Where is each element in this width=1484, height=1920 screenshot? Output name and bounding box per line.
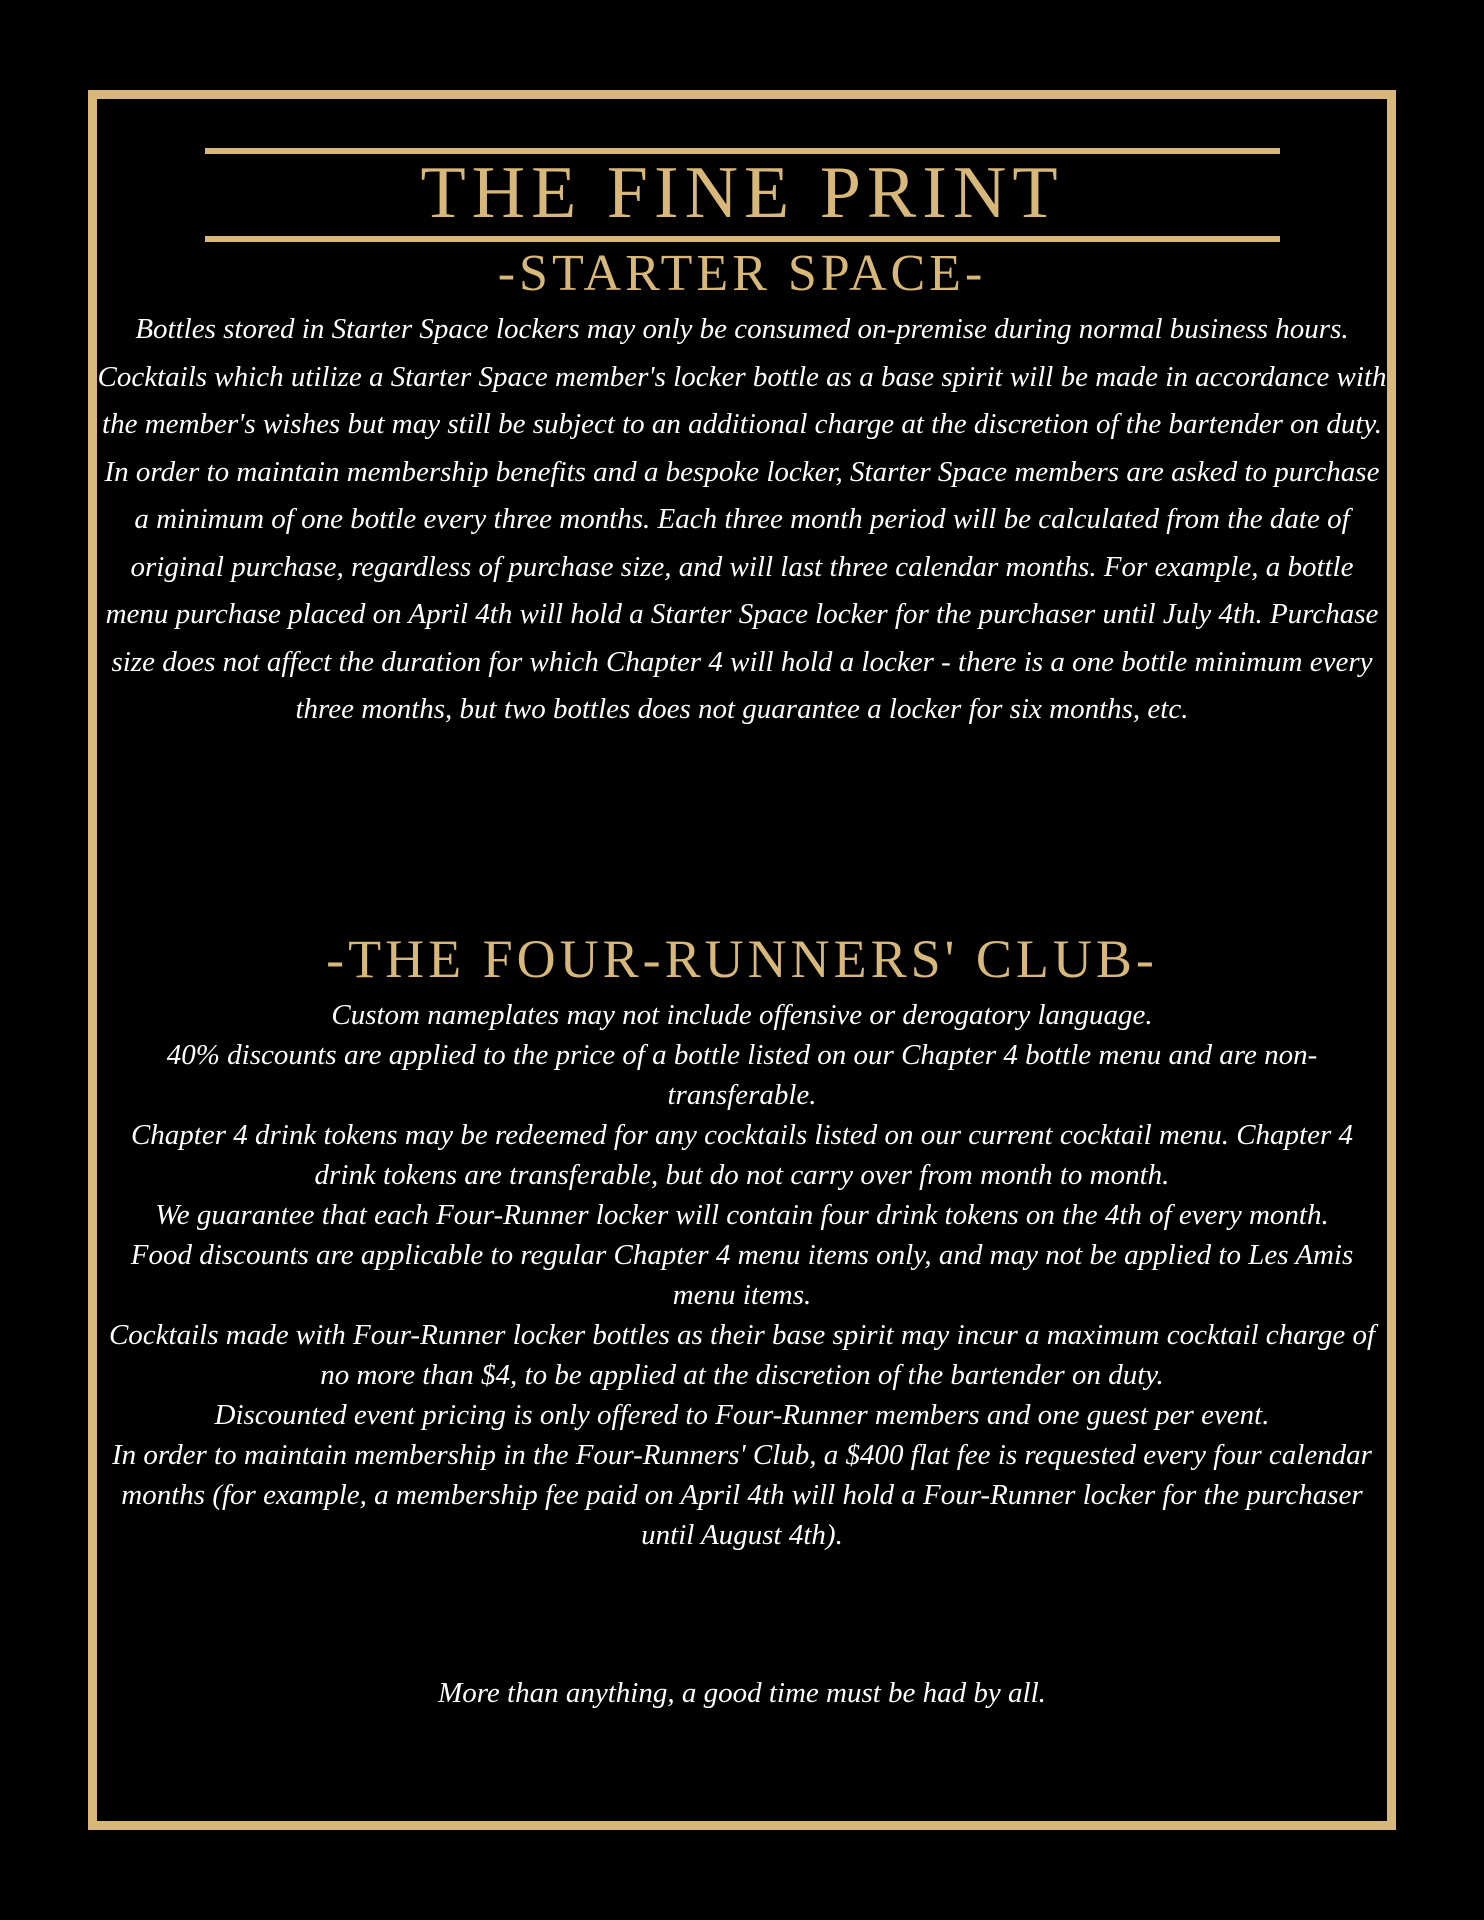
starter-space-paragraph: Cocktails which utilize a Starter Space member's locker bottle as a base spirit will be made in accordance with the member's wishes but may still be subject to an additional charge at the discretion of the bartender on duty. (97, 360, 1387, 440)
four-runners-section (97, 995, 1387, 1555)
starter-space-section (97, 306, 1387, 734)
four-runners-paragraph: Custom nameplates may not include offensive or derogatory language. (331, 999, 1153, 1031)
starter-space-paragraph: Bottles stored in Starter Space lockers may only be consumed on-premise during normal business hours. (135, 313, 1349, 345)
closing-line: More than anything, a good time must be had by all. (438, 1677, 1046, 1709)
four-runners-paragraph: Chapter 4 drink tokens may be redeemed for any cocktails listed on our current cocktail menu. Chapter 4 drink tokens are transferable, but do not carry over from month to month. (130, 1119, 1354, 1191)
four-runners-paragraph: Cocktails made with Four-Runner locker bottles as their base spirit may incur a maximum cocktail charge of no more than $4, to be applied at the discretion of the bartender on duty. (108, 1319, 1376, 1391)
starter-space-paragraph: In order to maintain membership benefits and a bespoke locker, Starter Space members are asked to purchase a minimum of one bottle every three months. Each three month period will be calculated from the date of original purchase, regardless of purchase size, and will last three calendar months. For example, a bottle menu purchase placed on April 4th will hold a Starter Space locker for the purchaser until July 4th. Purchase size does not affect the duration for which Chapter 4 will hold a locker - there is a one bottle minimum every three months, but two bottles does not guarantee a locker for six months, etc. (104, 455, 1380, 725)
four-runners-paragraph: We guarantee that each Four-Runner locker will contain four drink tokens on the 4th of every month. (155, 1199, 1329, 1231)
page-title: THE FINE PRINT (420, 152, 1064, 234)
title-rule-bottom (205, 236, 1280, 242)
four-runners-paragraph: Discounted event pricing is only offered to Four-Runner members and one guest per event. (214, 1399, 1270, 1431)
four-runners-paragraph: In order to maintain membership in the Four-Runners' Club, a $400 flat fee is requested every four calendar months (for example, a membership fee paid on April 4th will hold a Four-Runner locker for the purchaser until August 4th). (112, 1439, 1372, 1551)
four-runners-paragraph: 40% discounts are applied to the price of a bottle listed on our Chapter 4 bottle menu and are non-transferable. (166, 1039, 1318, 1111)
four-runners-heading: -THE FOUR-RUNNERS' CLUB- (326, 929, 1158, 989)
starter-space-heading: -STARTER SPACE- (497, 245, 987, 302)
four-runners-paragraph: Food discounts are applicable to regular Chapter 4 menu items only, and may not be applied to Les Amis menu items. (130, 1239, 1354, 1311)
